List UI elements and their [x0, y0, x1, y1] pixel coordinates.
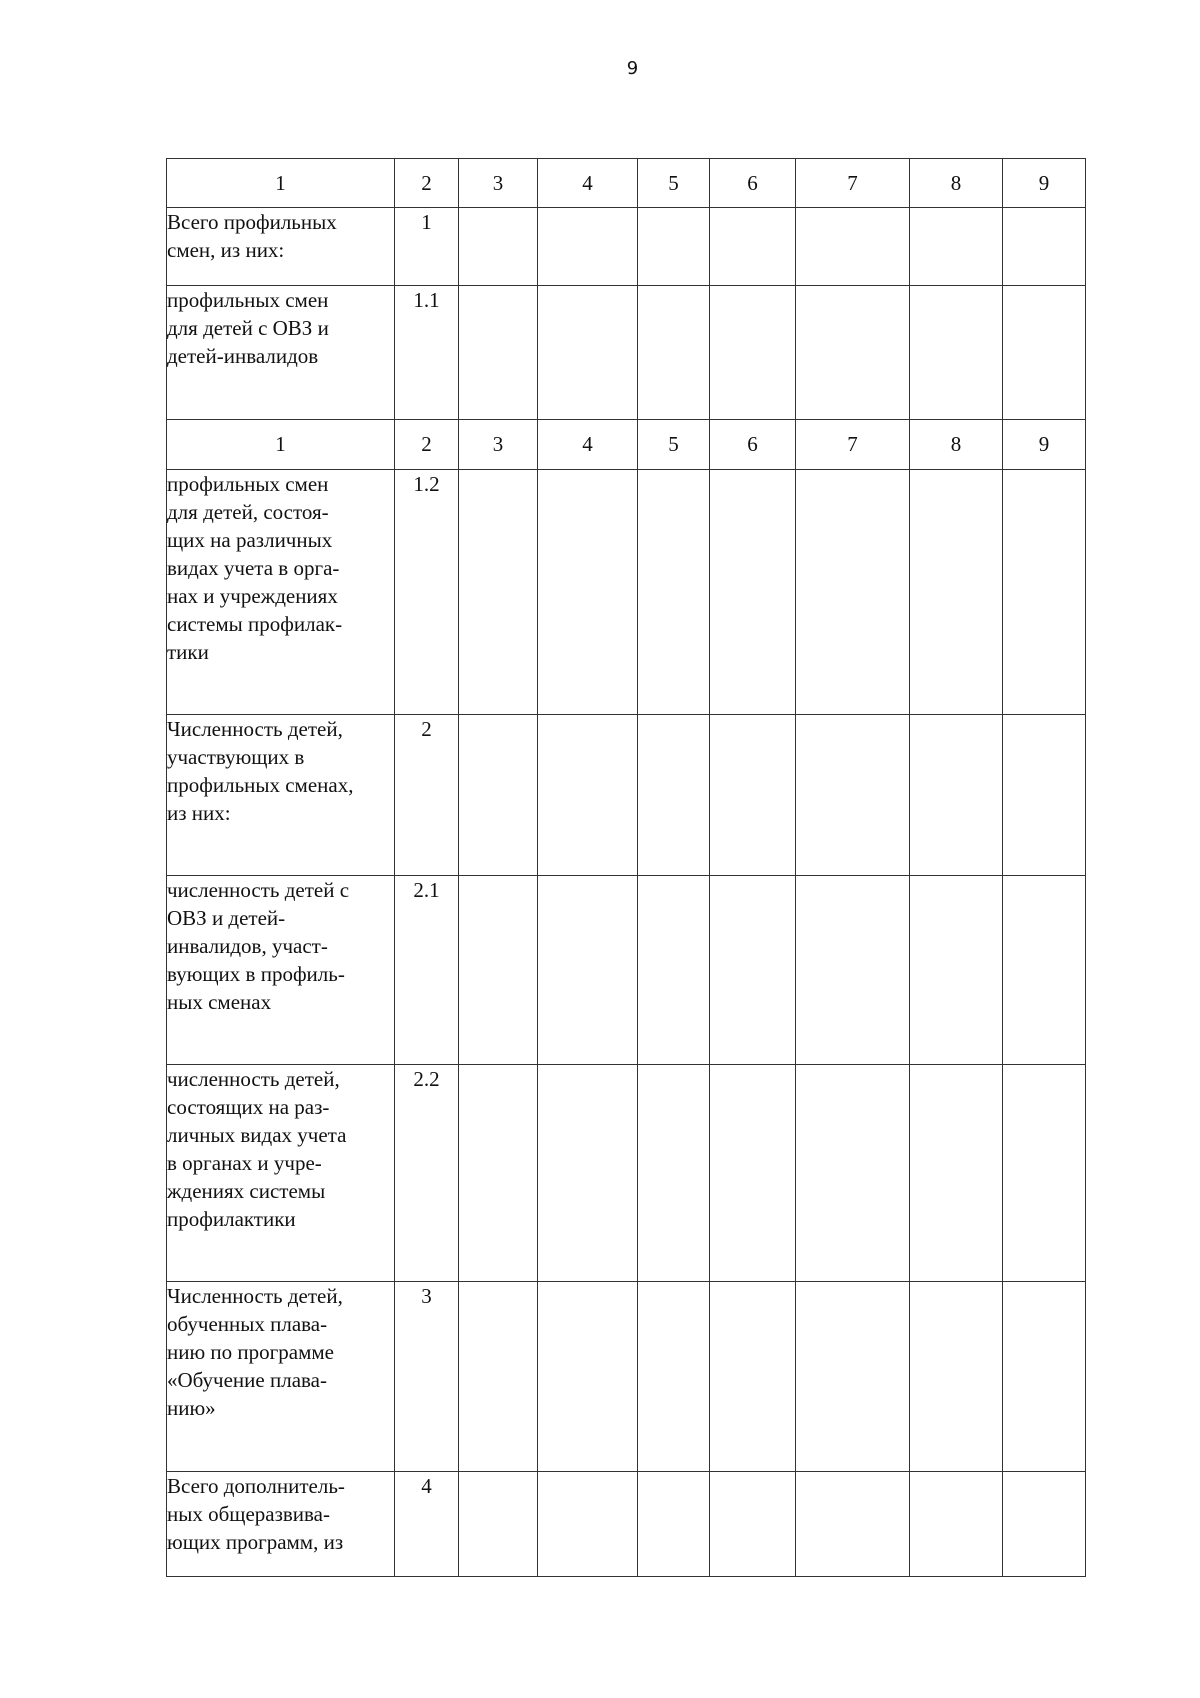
table-row: [167, 1282, 1086, 1472]
page-number: 9: [626, 58, 639, 79]
header-cell: 8: [910, 159, 1003, 208]
data-cell: [538, 876, 638, 1065]
label-line: состоящих на раз-: [167, 1095, 330, 1119]
data-cell: [796, 715, 910, 876]
data-cell: [1003, 1472, 1086, 1577]
row-code: 2.1: [395, 876, 459, 1065]
label-line: «Обучение плава-: [167, 1368, 327, 1392]
data-cell: [638, 876, 710, 1065]
data-cell: [638, 208, 710, 286]
label-line: участвующих в: [167, 745, 305, 769]
data-cell: [710, 876, 796, 1065]
label-line: профильных сменах,: [167, 773, 354, 797]
header-cell: 6: [710, 159, 796, 208]
data-cell: [1003, 876, 1086, 1065]
label-line: Численность детей,: [167, 717, 343, 741]
data-cell: [459, 208, 538, 286]
data-cell: [538, 715, 638, 876]
data-cell: [459, 1282, 538, 1472]
header-cell: 4: [538, 420, 638, 470]
label-line: Всего дополнитель-: [167, 1474, 345, 1498]
header-cell: 8: [910, 420, 1003, 470]
data-cell: [538, 1472, 638, 1577]
label-line: инвалидов, участ-: [167, 934, 328, 958]
header-cell: 5: [638, 420, 710, 470]
data-cell: [538, 1065, 638, 1282]
data-cell: [910, 1282, 1003, 1472]
label-line: обученных плава-: [167, 1312, 328, 1336]
header-cell: 7: [796, 420, 910, 470]
label-line: смен, из них:: [167, 238, 285, 262]
row-label: [167, 286, 395, 420]
data-cell: [1003, 715, 1086, 876]
header-cell: 3: [459, 159, 538, 208]
row-code: 2.2: [395, 1065, 459, 1282]
data-cell: [710, 1472, 796, 1577]
row-label: [167, 1282, 395, 1472]
table-row: [167, 1472, 1086, 1577]
data-cell: [796, 876, 910, 1065]
data-cell: [910, 470, 1003, 715]
statistics-table: [166, 158, 1086, 1577]
data-cell: [459, 1065, 538, 1282]
label-line: Численность детей,: [167, 1284, 343, 1308]
row-code: 2: [395, 715, 459, 876]
label-line: тики: [167, 640, 209, 664]
label-line: для детей с ОВЗ и: [167, 316, 329, 340]
header-cell: 1: [167, 420, 395, 470]
header-row: [167, 159, 1086, 208]
table-row: [167, 715, 1086, 876]
label-line: щих на различных: [167, 528, 333, 552]
label-line: системы профилак-: [167, 612, 343, 636]
row-code: 1.1: [395, 286, 459, 420]
data-cell: [638, 470, 710, 715]
data-cell: [1003, 286, 1086, 420]
data-cell: [910, 1065, 1003, 1282]
data-cell: [710, 1065, 796, 1282]
label-line: профильных смен: [167, 472, 329, 496]
data-cell: [638, 1065, 710, 1282]
table-row: [167, 286, 1086, 420]
header-cell: 5: [638, 159, 710, 208]
label-line: Всего профильных: [167, 210, 337, 234]
row-label: [167, 1472, 395, 1577]
data-cell: [910, 876, 1003, 1065]
label-line: видах учета в орга-: [167, 556, 340, 580]
header-cell: 7: [796, 159, 910, 208]
table-row: [167, 208, 1086, 286]
data-cell: [538, 470, 638, 715]
data-cell: [638, 1282, 710, 1472]
label-line: для детей, состоя-: [167, 500, 329, 524]
data-cell: [1003, 1065, 1086, 1282]
data-cell: [538, 208, 638, 286]
data-cell: [796, 1065, 910, 1282]
label-line: ющих программ, из: [167, 1530, 344, 1554]
row-label: [167, 876, 395, 1065]
row-label: [167, 715, 395, 876]
data-cell: [459, 286, 538, 420]
label-line: вующих в профиль-: [167, 962, 345, 986]
header-cell: 6: [710, 420, 796, 470]
data-cell: [638, 1472, 710, 1577]
label-line: ных сменах: [167, 990, 272, 1014]
data-cell: [710, 208, 796, 286]
label-line: профилактики: [167, 1207, 296, 1231]
label-line: численность детей с: [167, 878, 350, 902]
data-cell: [638, 715, 710, 876]
label-line: ждениях системы: [167, 1179, 326, 1203]
data-cell: [459, 715, 538, 876]
header-row: [167, 420, 1086, 470]
label-line: численность детей,: [167, 1067, 340, 1091]
header-cell: 2: [395, 159, 459, 208]
data-cell: [1003, 208, 1086, 286]
label-line: профильных смен: [167, 288, 329, 312]
label-line: детей-инвалидов: [167, 344, 319, 368]
data-cell: [710, 470, 796, 715]
data-cell: [710, 286, 796, 420]
header-cell: 2: [395, 420, 459, 470]
data-cell: [459, 876, 538, 1065]
row-code: 1.2: [395, 470, 459, 715]
table-row: [167, 876, 1086, 1065]
data-cell: [1003, 470, 1086, 715]
data-cell: [538, 1282, 638, 1472]
label-line: из них:: [167, 801, 231, 825]
header-cell: 1: [167, 159, 395, 208]
label-line: ных общеразвива-: [167, 1502, 330, 1526]
table-row: [167, 470, 1086, 715]
label-line: нию по программе: [167, 1340, 334, 1364]
header-cell: 9: [1003, 420, 1086, 470]
data-cell: [710, 1282, 796, 1472]
row-code: 1: [395, 208, 459, 286]
data-cell: [796, 470, 910, 715]
data-cell: [459, 1472, 538, 1577]
data-cell: [459, 470, 538, 715]
row-label: [167, 470, 395, 715]
row-code: 4: [395, 1472, 459, 1577]
data-cell: [538, 286, 638, 420]
label-line: нию»: [167, 1396, 216, 1420]
label-line: нах и учреждениях: [167, 584, 338, 608]
header-cell: 4: [538, 159, 638, 208]
data-cell: [796, 1282, 910, 1472]
data-cell: [910, 1472, 1003, 1577]
row-label: [167, 208, 395, 286]
row-label: [167, 1065, 395, 1282]
label-line: личных видах учета: [167, 1123, 347, 1147]
label-line: ОВЗ и детей-: [167, 906, 286, 930]
data-cell: [910, 286, 1003, 420]
data-cell: [796, 208, 910, 286]
data-cell: [796, 286, 910, 420]
table-row: [167, 1065, 1086, 1282]
data-cell: [638, 286, 710, 420]
data-cell: [710, 715, 796, 876]
data-cell: [910, 715, 1003, 876]
row-code: 3: [395, 1282, 459, 1472]
data-cell: [1003, 1282, 1086, 1472]
header-cell: 9: [1003, 159, 1086, 208]
header-cell: 3: [459, 420, 538, 470]
data-cell: [910, 208, 1003, 286]
label-line: в органах и учре-: [167, 1151, 322, 1175]
data-cell: [796, 1472, 910, 1577]
